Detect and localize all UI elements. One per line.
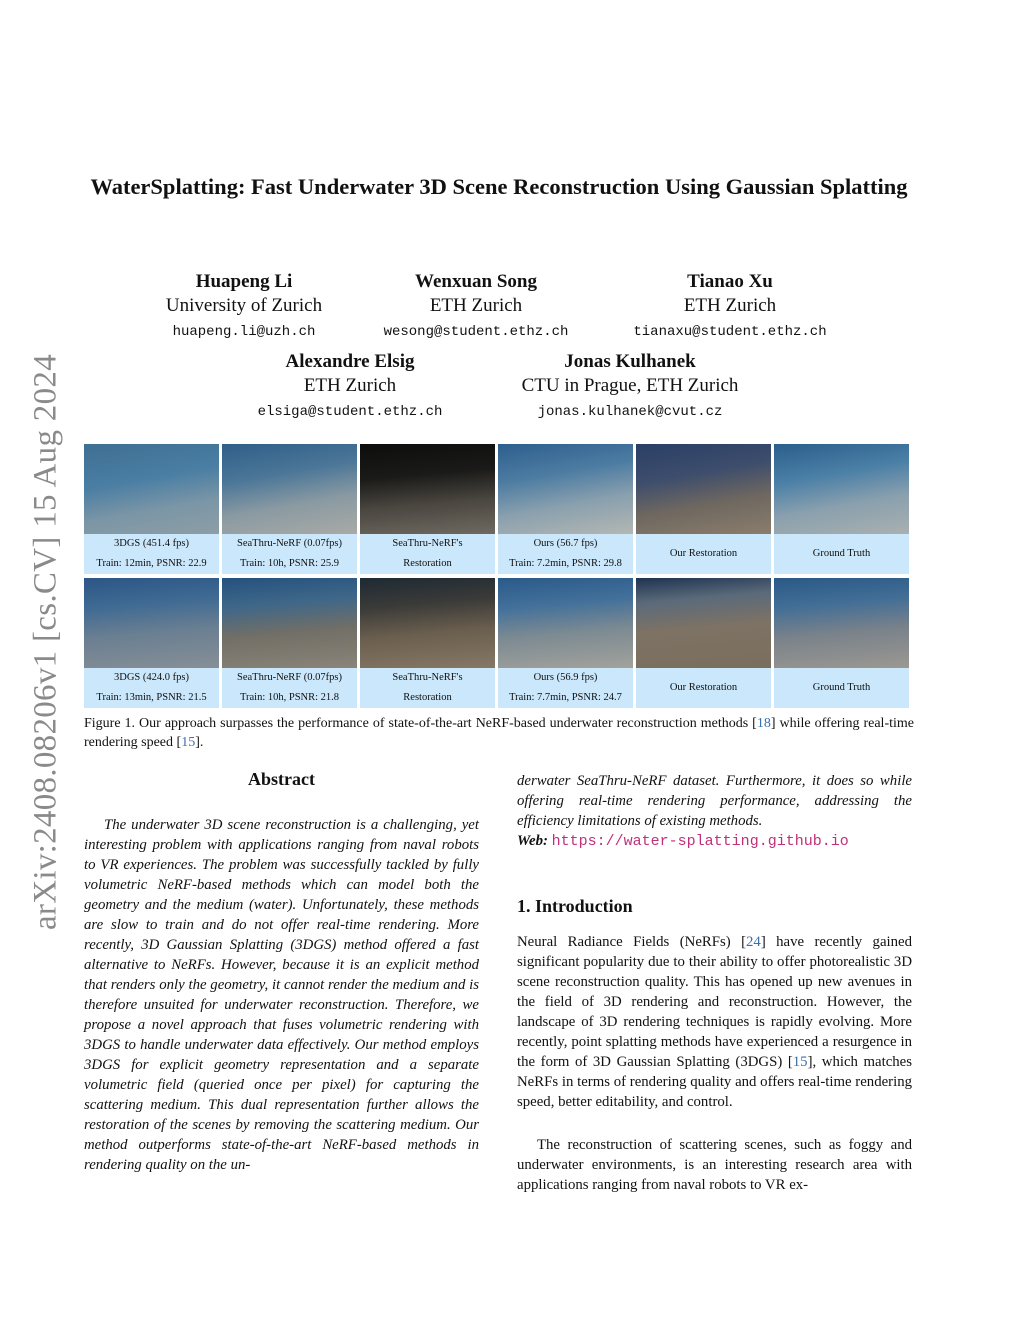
- author-name: Wenxuan Song: [415, 271, 537, 292]
- caption-line-1: SeaThru-NeRF's: [392, 672, 463, 683]
- figure-panel: [84, 444, 219, 574]
- caption-text: Figure 1. Our approach surpasses the performance of state-of-the-art NeRF-based underwater reconstruction methods [: [84, 716, 757, 731]
- figure-caption: [84, 714, 914, 752]
- figure-panel: [84, 578, 219, 708]
- figure-panel: [360, 444, 495, 574]
- author-affiliation: ETH Zurich: [303, 375, 397, 396]
- author-block: [580, 270, 880, 344]
- caption-line-1: SeaThru-NeRF's: [392, 538, 463, 549]
- author-email[interactable]: tianaxu@student.ethz.ch: [633, 324, 827, 340]
- caption-line-2: Train: 12min, PSNR: 22.9: [96, 558, 207, 569]
- panel-caption: [774, 534, 909, 574]
- underwater-image: [84, 578, 219, 668]
- underwater-image: [636, 444, 771, 534]
- author-name: Jonas Kulhanek: [564, 351, 696, 372]
- panel-caption: [498, 668, 633, 708]
- citation-link[interactable]: 15: [181, 735, 196, 750]
- panel-caption: [774, 668, 909, 708]
- figure-panel: [498, 578, 633, 708]
- author-block: [480, 350, 780, 424]
- underwater-image: [774, 578, 909, 668]
- citation-link[interactable]: 15: [792, 1054, 808, 1070]
- panel-caption: [498, 534, 633, 574]
- underwater-image: [84, 444, 219, 534]
- figure-panel: [774, 578, 909, 708]
- panel-caption: [360, 668, 495, 708]
- caption-line-1: 3DGS (424.0 fps): [114, 672, 189, 683]
- caption-line-2: Train: 7.2min, PSNR: 29.8: [509, 558, 622, 569]
- caption-line-1: SeaThru-NeRF (0.07fps): [237, 538, 342, 549]
- underwater-image: [498, 444, 633, 534]
- introduction-paragraph-2: The reconstruction of scattering scenes, such as foggy and underwater environments, is an interesting research area with applications ranging from naval robots to VR ex-: [517, 1137, 912, 1193]
- caption-line-1: Our Restoration: [669, 548, 738, 559]
- figure-panel: [498, 444, 633, 574]
- figure-row: [84, 578, 909, 708]
- panel-caption: [84, 534, 219, 574]
- figure-panel: [360, 578, 495, 708]
- figure-panel: [222, 444, 357, 574]
- figure-panel: [636, 444, 771, 574]
- abstract-continued-text: derwater SeaThru-NeRF dataset. Furthermore, it does so while offering real-time rendering performance, addressing the efficiency limitations of existing methods.: [517, 773, 912, 829]
- caption-line-1: Ours (56.9 fps): [533, 672, 598, 683]
- intro-text: ] have recently gained significant popularity due to their ability to offer photorealistic 3D scene reconstruction quality. This has opened up new avenues in the field of 3D rendering and reconstruction. However, the landscape of 3D rendering techniques is rapidly evolving. More recently, point splatting methods have experienced a resurgence in the form of 3D Gaussian Splatting (3DGS) [: [517, 934, 912, 1070]
- caption-line-2: Train: 10h, PSNR: 25.9: [239, 558, 340, 569]
- panel-caption: [84, 668, 219, 708]
- abstract-heading: Abstract: [248, 769, 315, 789]
- underwater-image: [222, 444, 357, 534]
- figure-panel: [774, 444, 909, 574]
- author-name: Alexandre Elsig: [285, 351, 415, 372]
- intro-text: ], which matches NeRFs in terms of rendering quality and offers real-time rendering speed, better editability, and control.: [517, 1054, 913, 1110]
- caption-line-2: Train: 10h, PSNR: 21.8: [239, 692, 340, 703]
- caption-line-2: Restoration: [403, 692, 452, 703]
- abstract-text: The underwater 3D scene reconstruction is a challenging, yet interesting problem with applications ranging from naval robots to VR experiences. The problem was successfully tackled by fully volumetric NeRF-based methods which can model both the geometry and the medium (water). Unfortunately, these methods are slow to train and do not offer real-time rendering. More recently, 3D Gaussian Splatting (3DGS) method offered a fast alternative to NeRFs. However, because it is an explicit method that renders only the geometry, it cannot render the medium and is therefore unsuited for underwater reconstruction. Therefore, we propose a novel approach that fuses volumetric rendering with 3DGS to handle underwater data effectively. Our method employs 3DGS for explicit geometry representation and a separate volumetric field (queried once per pixel) for capturing the scattering medium. This dual representation further allows the restoration of the scenes by removing the scattering medium. Our method outperforms state-of-the-art NeRF-based methods in rendering quality on the un-: [84, 817, 479, 1173]
- panel-caption: [360, 534, 495, 574]
- caption-line-2: Train: 7.7min, PSNR: 24.7: [509, 692, 622, 703]
- panel-caption: [222, 534, 357, 574]
- citation-link[interactable]: 18: [756, 716, 771, 731]
- figure-panel: [636, 578, 771, 708]
- caption-line-1: 3DGS (451.4 fps): [114, 538, 189, 549]
- author-block: [200, 350, 500, 424]
- figure-panel: [222, 578, 357, 708]
- introduction-paragraph-1: [517, 932, 912, 1112]
- web-label: Web:: [517, 833, 548, 849]
- author-affiliation: ETH Zurich: [429, 295, 523, 316]
- underwater-image: [498, 578, 633, 668]
- caption-line-1: Ours (56.7 fps): [533, 538, 598, 549]
- caption-line-2: Restoration: [403, 558, 452, 569]
- underwater-image: [360, 444, 495, 534]
- abstract-continued: [517, 771, 912, 852]
- caption-line-1: Our Restoration: [669, 682, 738, 693]
- author-email[interactable]: huapeng.li@uzh.ch: [172, 324, 316, 340]
- panel-caption: [636, 534, 771, 574]
- author-affiliation: ETH Zurich: [683, 295, 777, 316]
- citation-link[interactable]: 24: [746, 934, 761, 950]
- author-name: Tianao Xu: [687, 271, 773, 292]
- caption-line-1: SeaThru-NeRF (0.07fps): [237, 672, 342, 683]
- author-affiliation: CTU in Prague, ETH Zurich: [521, 375, 739, 396]
- caption-line-1: Ground Truth: [812, 682, 871, 693]
- project-url-link[interactable]: https://water-splatting.github.io: [551, 833, 849, 850]
- underwater-image: [636, 578, 771, 668]
- figure-1: [84, 444, 909, 708]
- paper-title: WaterSplatting: Fast Underwater 3D Scene Reconstruction Using Gaussian Splatting: [90, 174, 908, 199]
- caption-text: ].: [195, 735, 204, 750]
- author-email[interactable]: elsiga@student.ethz.ch: [257, 404, 443, 420]
- author-name: Huapeng Li: [195, 271, 293, 292]
- caption-line-1: Ground Truth: [812, 548, 871, 559]
- underwater-image: [222, 578, 357, 668]
- caption-text: ] while offering real-time rendering speed [: [84, 716, 914, 750]
- panel-caption: [636, 668, 771, 708]
- caption-line-2: Train: 13min, PSNR: 21.5: [96, 692, 207, 703]
- underwater-image: [360, 578, 495, 668]
- arxiv-sidebar: [18, 343, 74, 941]
- intro-text: Neural Radiance Fields (NeRFs) [: [517, 934, 747, 950]
- panel-caption: [222, 668, 357, 708]
- introduction-heading: 1. Introduction: [517, 896, 633, 916]
- author-email[interactable]: wesong@student.ethz.ch: [383, 324, 569, 340]
- author-affiliation: University of Zurich: [165, 295, 323, 316]
- author-email[interactable]: jonas.kulhanek@cvut.cz: [537, 404, 723, 420]
- arxiv-id: arXiv:2408.08206v1 [cs.CV] 15 Aug 2024: [27, 353, 64, 931]
- underwater-image: [774, 444, 909, 534]
- figure-row: [84, 444, 909, 574]
